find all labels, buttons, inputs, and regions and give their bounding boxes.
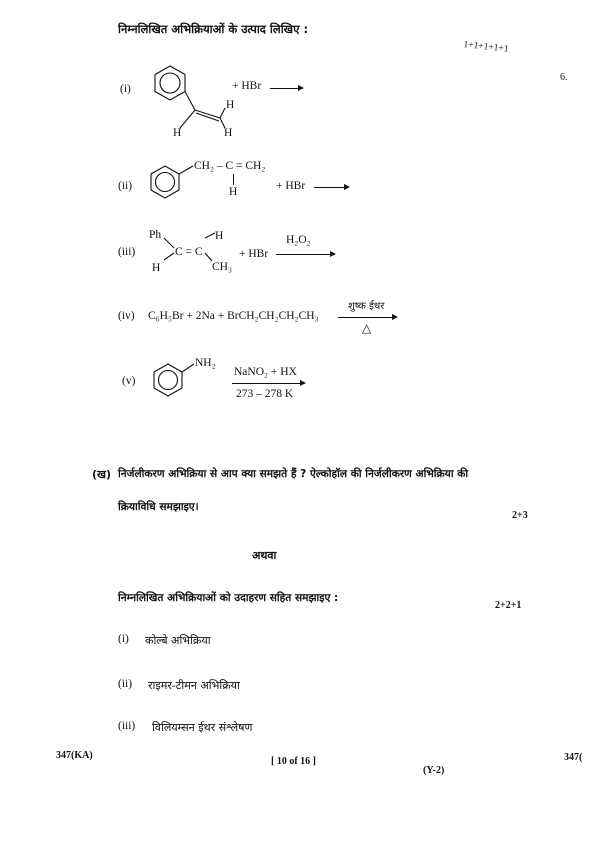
question-instruction: निम्नलिखित अभिक्रियाओं के उत्पाद लिखिए : <box>118 22 309 36</box>
bond <box>205 253 212 261</box>
marks-distribution: 1+1+1+1+1 <box>462 40 509 55</box>
reaction-arrow <box>270 88 302 89</box>
paper-code: 347(KA) <box>56 750 93 761</box>
page-number: [ 10 of 16 ] <box>271 756 316 767</box>
h-atom: H <box>173 127 182 139</box>
paper-code-right: 347( <box>564 752 583 763</box>
wurtz-fittig-equation: C₆H₅Br + 2Na + BrCH₂CH₂CH₂CH₃ <box>148 310 319 322</box>
part-b-marks: 2+3 <box>512 510 528 521</box>
condition-dry-ether: शुष्क ईथर <box>348 301 385 312</box>
phenyl-group: Ph <box>149 229 162 241</box>
bond <box>164 253 174 260</box>
list-item-text: कोल्बे अभिक्रिया <box>145 634 211 647</box>
methyl-group: CH₃ <box>212 261 232 273</box>
bond <box>205 233 215 238</box>
catalyst-h2o2: H₂O₂ <box>286 234 311 246</box>
alternative-question: निम्नलिखित अभिक्रियाओं को उदाहरण सहित समझाइए : <box>118 592 339 604</box>
reagent-hbr: + HBr <box>232 80 262 92</box>
reaction-label-i: (i) <box>120 83 131 95</box>
paper-set: (Y-2) <box>423 765 445 776</box>
amino-group: NH₂ <box>195 357 216 369</box>
reaction-label-ii: (ii) <box>118 180 133 192</box>
reagent-hbr: + HBr <box>276 180 306 192</box>
reagent-nano2: NaNO₂ + HX <box>234 366 297 378</box>
reaction-label-v: (v) <box>122 375 136 387</box>
bond-lines <box>160 236 220 268</box>
reaction-arrow <box>338 317 396 318</box>
h-atom: H <box>229 186 238 198</box>
question-number: 6. <box>560 72 568 83</box>
alkene-chain: CH₂ – C = CH₂ <box>194 160 266 172</box>
bond <box>164 238 174 248</box>
reaction-arrow <box>314 187 348 188</box>
part-b-question-line2: क्रियाविधि समझाइए। <box>118 501 199 513</box>
part-b-question-line1: निर्जलीकरण अभिक्रिया से आप क्या समझते हैं ? ऐल्कोहॉल की निर्जलीकरण अभिक्रिया की <box>118 468 469 480</box>
part-label: (ख) <box>92 468 112 481</box>
bond <box>185 92 195 111</box>
bond <box>180 110 195 128</box>
aromatic-circle <box>160 73 180 93</box>
h-atom: H <box>215 230 224 242</box>
list-item-number: (iii) <box>118 720 136 732</box>
bond <box>182 364 194 372</box>
or-separator: अथवा <box>252 549 277 562</box>
c-c-double-bond: C = C <box>175 246 203 258</box>
bond <box>220 108 225 118</box>
aromatic-circle <box>156 173 175 192</box>
reaction-arrow <box>232 383 304 384</box>
list-item-text: राइमर-टीमन अभिक्रिया <box>148 679 240 692</box>
reaction-arrow <box>276 254 334 255</box>
bond <box>233 174 234 185</box>
temperature-range: 273 – 278 K <box>236 388 294 400</box>
heat-symbol: △ <box>362 321 372 335</box>
list-item-text: विलियम्सन ईथर संश्लेषण <box>152 721 253 734</box>
h-atom: H <box>226 99 235 111</box>
h-atom: H <box>152 262 161 274</box>
reaction-label-iv: (iv) <box>118 310 135 322</box>
list-item-number: (ii) <box>118 678 133 690</box>
reagent-hbr: + HBr <box>239 248 269 260</box>
aromatic-circle <box>159 371 178 390</box>
list-item-number: (i) <box>118 633 129 645</box>
bond <box>179 166 193 174</box>
h-atom: H <box>224 127 233 139</box>
alternative-marks: 2+2+1 <box>495 600 522 611</box>
reaction-label-iii: (iii) <box>118 246 136 258</box>
